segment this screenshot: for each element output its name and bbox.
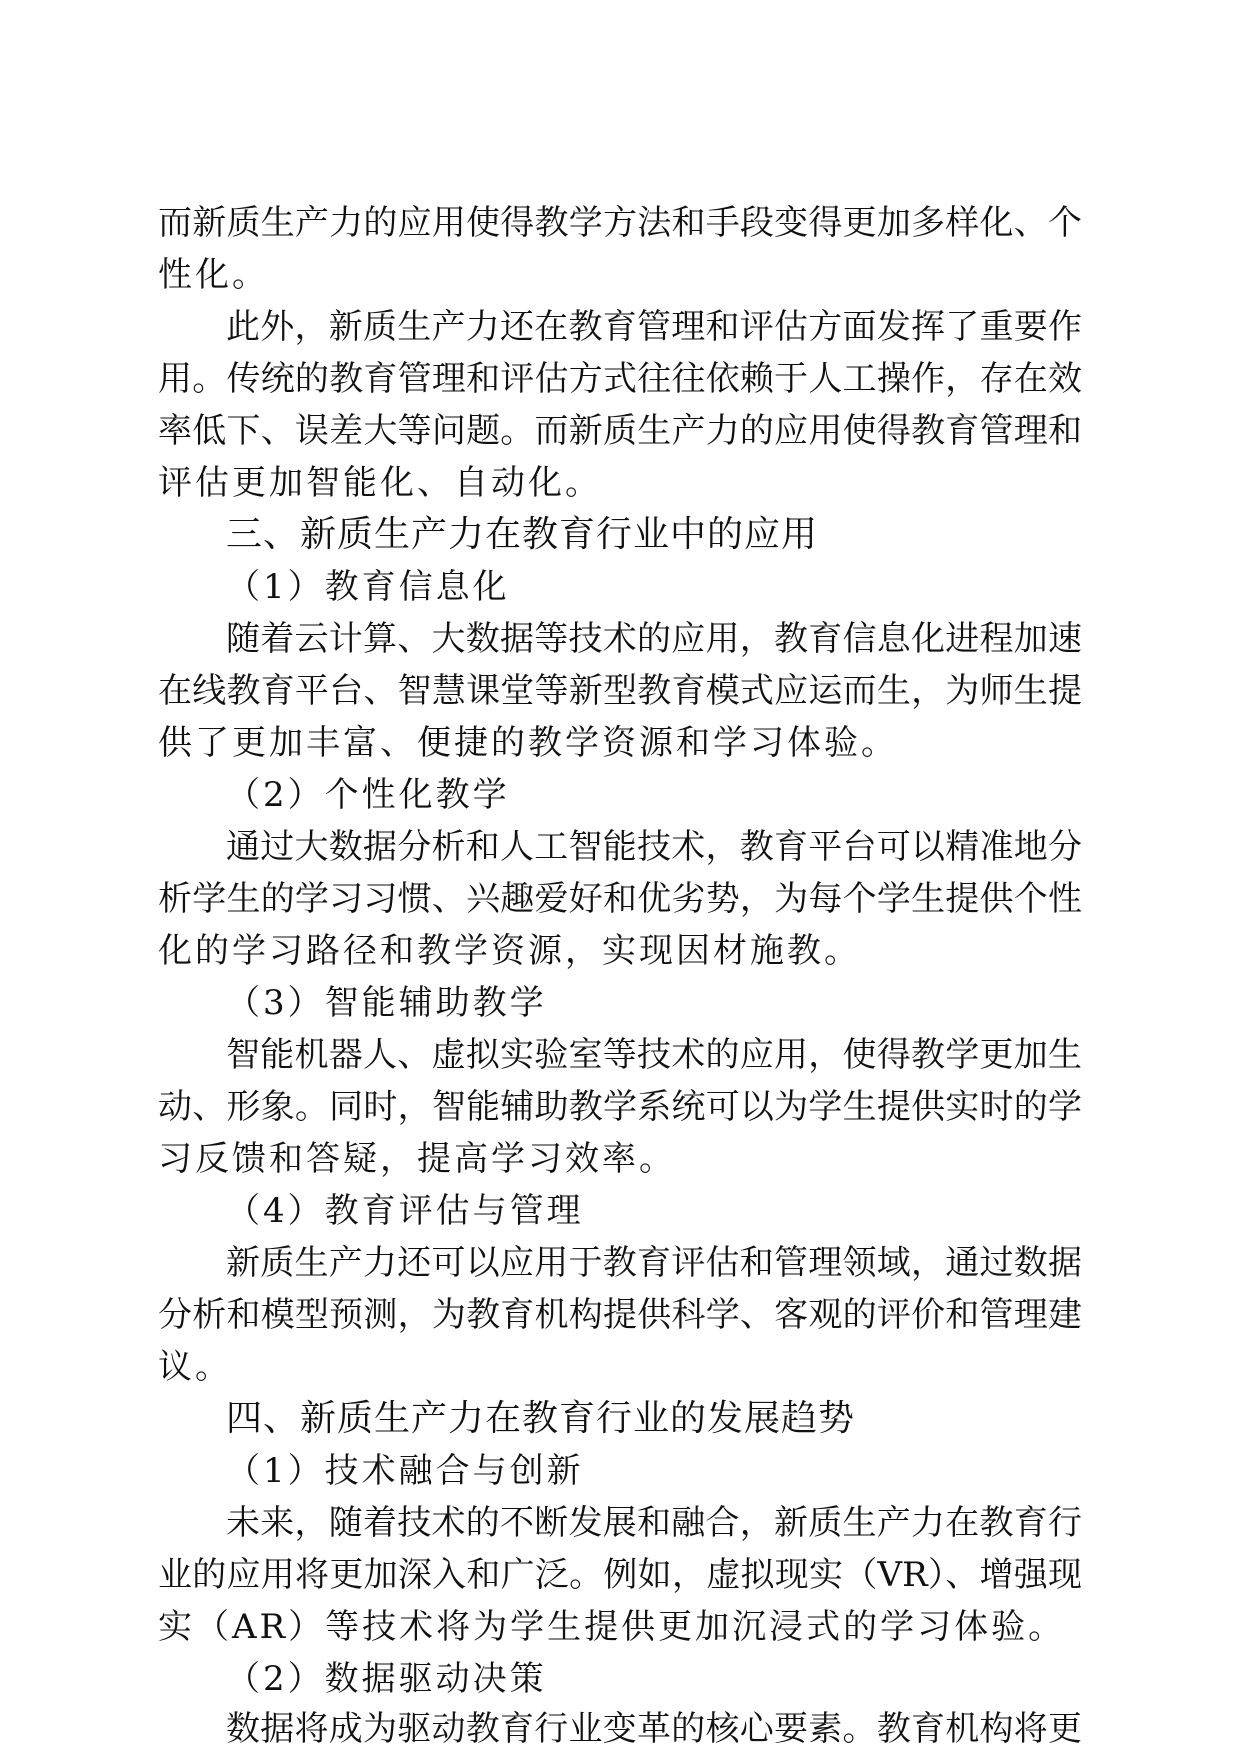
paragraph-line: 用。传统的教育管理和评估方式往往依赖于人工操作，存在效 xyxy=(158,359,1082,399)
paragraph-line: 在线教育平台、智慧课堂等新型教育模式应运而生，为师生提 xyxy=(158,671,1082,711)
paragraph-line: 实（AR）等技术将为学生提供更加沉浸式的学习体验。 xyxy=(158,1607,1066,1647)
subsection-heading: （2）个性化教学 xyxy=(226,775,510,815)
paragraph-line: 业的应用将更加深入和广泛。例如，虚拟现实（VR）、增强现 xyxy=(158,1555,1082,1595)
paragraph-line: 智能机器人、虚拟实验室等技术的应用，使得教学更加生 xyxy=(226,1035,1082,1075)
paragraph-line: 此外，新质生产力还在教育管理和评估方面发挥了重要作 xyxy=(226,307,1082,347)
paragraph-line: 而新质生产力的应用使得教学方法和手段变得更加多样化、个 xyxy=(158,203,1082,243)
paragraph-line: 供了更加丰富、便捷的教学资源和学习体验。 xyxy=(158,723,898,763)
paragraph-line: 动、形象。同时，智能辅助教学系统可以为学生提供实时的学 xyxy=(158,1087,1082,1127)
subsection-heading: （1）教育信息化 xyxy=(226,567,510,607)
paragraph-line: 新质生产力还可以应用于教育评估和管理领域，通过数据 xyxy=(226,1243,1082,1283)
subsection-heading: （4）教育评估与管理 xyxy=(226,1191,584,1231)
section-heading: 四、新质生产力在教育行业的发展趋势 xyxy=(226,1398,856,1439)
paragraph-line: 习反馈和答疑，提高学习效率。 xyxy=(158,1139,676,1179)
subsection-heading: （1）技术融合与创新 xyxy=(226,1451,584,1491)
paragraph-line: 分析和模型预测，为教育机构提供科学、客观的评价和管理建 xyxy=(158,1295,1082,1335)
subsection-heading: （3）智能辅助教学 xyxy=(226,983,547,1023)
paragraph-line: 析学生的学习习惯、兴趣爱好和优劣势，为每个学生提供个性 xyxy=(158,879,1082,919)
paragraph-line: 率低下、误差大等问题。而新质生产力的应用使得教育管理和 xyxy=(158,411,1082,451)
paragraph-line: 未来，随着技术的不断发展和融合，新质生产力在教育行 xyxy=(226,1503,1082,1543)
paragraph-line: 随着云计算、大数据等技术的应用，教育信息化进程加速 xyxy=(226,619,1082,659)
paragraph-line: 化的学习路径和教学资源，实现因材施教。 xyxy=(158,931,861,971)
paragraph-line: 评估更加智能化、自动化。 xyxy=(158,463,602,503)
paragraph-line: 性化。 xyxy=(158,255,269,295)
section-heading: 三、新质生产力在教育行业中的应用 xyxy=(226,514,819,555)
paragraph-line: 通过大数据分析和人工智能技术，教育平台可以精准地分 xyxy=(226,827,1082,867)
paragraph-line: 议。 xyxy=(158,1347,232,1387)
paragraph-line: 数据将成为驱动教育行业变革的核心要素。教育机构将更 xyxy=(226,1709,1082,1749)
subsection-heading: （2）数据驱动决策 xyxy=(226,1659,547,1699)
